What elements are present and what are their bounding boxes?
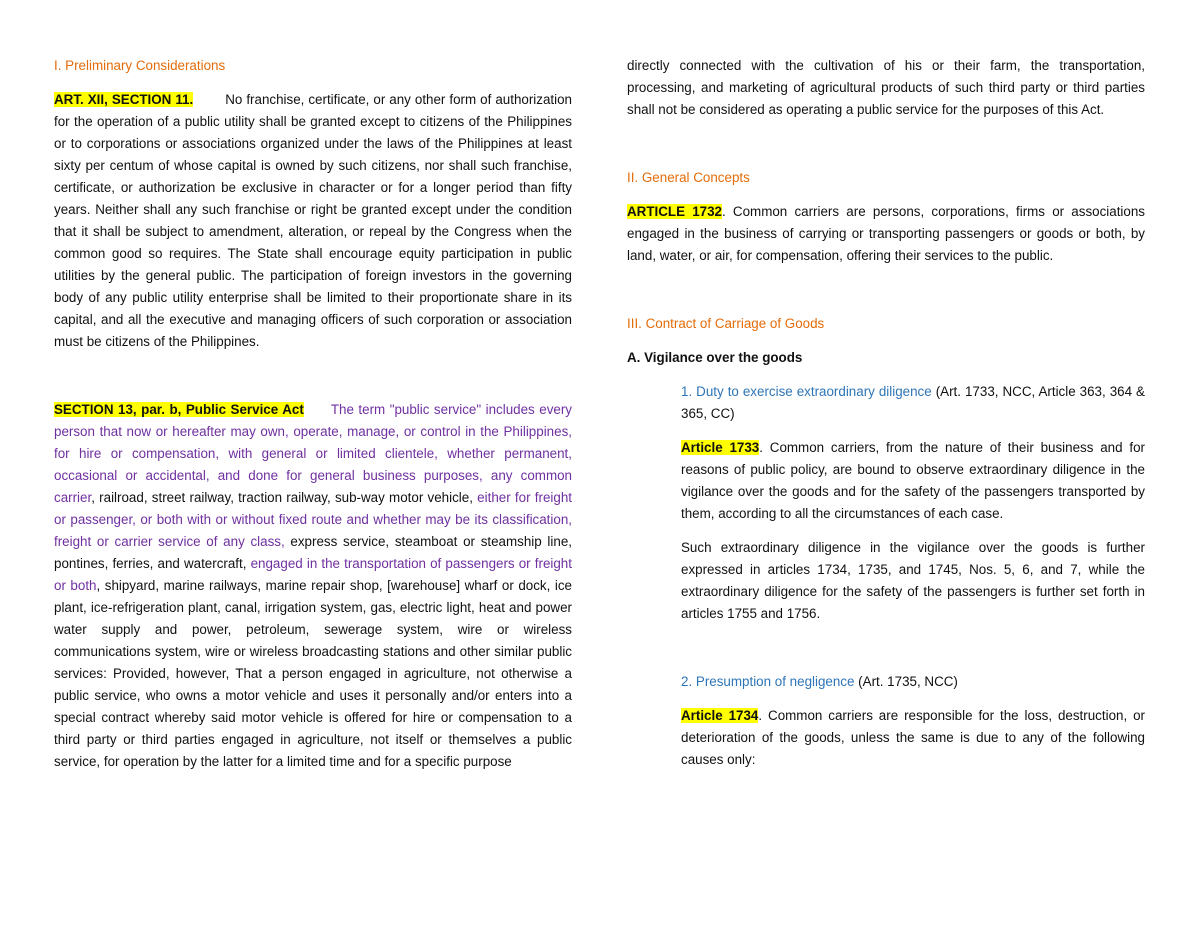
article-1733-paragraph xyxy=(681,437,1145,525)
sec13-paragraph xyxy=(54,399,572,773)
article-1733-text: . Common carriers, from the nature of their business and for reasons of public policy, are bound to observe extraordinary diligence in the vigilance over the goods and for the safety of the passengers transported by them, according to all the circumstances of each case. xyxy=(681,440,1145,521)
article-1734-paragraph xyxy=(681,705,1145,771)
indented-block xyxy=(681,381,1145,771)
item-2-heading xyxy=(681,671,1145,693)
item-2-ref: (Art. 1735, NCC) xyxy=(854,674,958,689)
subheading-vigilance: A. Vigilance over the goods xyxy=(627,350,803,365)
item-1-title: 1. Duty to exercise extraordinary diligence xyxy=(681,384,932,399)
article-1733-label: Article 1733 xyxy=(681,440,760,455)
article-1734-label: Article 1734 xyxy=(681,708,759,723)
article-1734-text: . Common carriers are responsible for the loss, destruction, or deterioration of the goods, unless the same is due to any of the following causes only: xyxy=(681,708,1146,767)
art12-text: No franchise, certificate, or any other form of authorization for the operation of a public utility shall be granted except to citizens of the Philippines or to corporations or associations organized under the laws of the Philippines at least sixty per centum of whose capital is owned by such citizens, nor shall such franchise, certificate, or authorization be exclusive in character or for a longer period than fifty years. Neither shall any such franchise or right be granted except under the condition that it shall be subject to amendment, alteration, or repeal by the Congress when the common good so requires. The State shall encourage equity participation in public utilities by the general public. The participation of foreign investors in the governing body of any public utility enterprise shall be limited to their proportionate share in its capital, and all the executive and managing officers of such corporation or association must be citizens of the Philippines. xyxy=(54,92,573,349)
sec13-text-3: either for freight or passenger, or both with or without fixed route and whether may be its classification, freight or carrier service of any class, xyxy=(54,490,572,549)
item-1-heading xyxy=(681,381,1145,425)
section-heading-general-concepts: II. General Concepts xyxy=(627,170,750,185)
item-2-title: 2. Presumption of negligence xyxy=(681,674,855,689)
sec13-label: SECTION 13, par. b, Public Service Act xyxy=(54,402,304,417)
article-1732-label: ARTICLE 1732 xyxy=(627,204,723,219)
item-1-ref: (Art. 1733, NCC, Article 363, 364 & 365, CC) xyxy=(681,384,1145,421)
art12-label: ART. XII, SECTION 11. xyxy=(54,92,194,107)
article-1732-text: . Common carriers are persons, corporations, firms or associations engaged in the business of carrying or transporting passengers or goods or both, by land, water, or air, for compensation, offering their services to the public. xyxy=(627,204,1145,263)
sec13-text-4: express service, steamboat or steamship line, pontines, ferries, and watercraft, xyxy=(54,534,572,571)
sec13-text-5: engaged in the transportation of passengers or freight or both xyxy=(54,556,572,593)
sec13-text-1: The term "public service" includes every person that now or hereafter may own, operate, manage, or control in the Philippines, for hire or compensation, with general or limited clientele, whether permanent, occasional or accidental, and done for general business purposes, any common carrier xyxy=(54,402,572,505)
article-1732-paragraph xyxy=(627,201,1145,267)
section-heading-contract-of-carriage: III. Contract of Carriage of Goods xyxy=(627,316,825,331)
sec13-text-2: , railroad, street railway, traction railway, sub-way motor vehicle, xyxy=(91,490,478,505)
continuation-paragraph: directly connected with the cultivation of his or their farm, the transportation, processing, and marketing of agricultural products of such third party or third parties shall not be considered as operating a public service for the purposes of this Act. xyxy=(627,58,1145,117)
left-column xyxy=(54,55,572,773)
art12-paragraph xyxy=(54,89,572,353)
sec13-text-6: , shipyard, marine railways, marine repair shop, [warehouse] wharf or dock, ice plant, ice-refrigeration plant, canal, irrigation system, gas, electric light, heat and power water supply and power, petroleum, sewerage system, wire or wireless communications system, wire or wireless broadcasting stations and other similar public services: Provided, however, That a person engaged in agriculture, not otherwise a public service, who owns a motor vehicle and uses it personally and/or enters into a special contract whereby said motor vehicle is offered for hire or compensation to a third party or third parties engaged in agriculture, not itself or themselves a public service, for operation by the latter for a limited time and for a specific purpose xyxy=(54,578,572,769)
article-1733-paragraph-2: Such extraordinary diligence in the vigilance over the goods is further expressed in articles 1734, 1735, and 1745, Nos. 5, 6, and 7, while the extraordinary diligence for the safety of the passengers is further set forth in articles 1755 and 1756. xyxy=(681,540,1145,621)
section-heading-preliminary: I. Preliminary Considerations xyxy=(54,58,226,73)
right-column xyxy=(627,55,1145,771)
